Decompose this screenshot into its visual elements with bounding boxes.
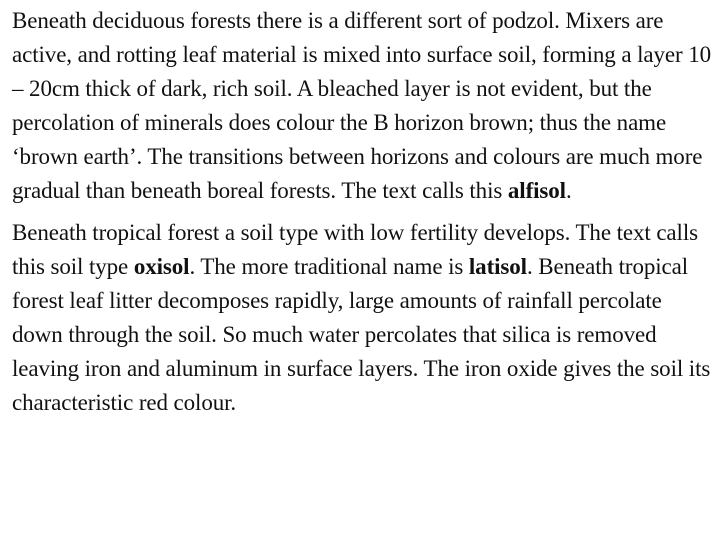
paragraph-brown-earth [12,4,714,208]
term-oxisol: oxisol [133,254,190,279]
slide-content [12,4,714,420]
paragraph-1-text: Beneath deciduous forests there is a different sort of podzol. Mixers are active, and rotting leaf material is mixed into surface soil, forming a layer 10 – 20cm thick of dark, rich soil. A bleached layer is not evident, but the percolation of minerals does colour the B horizon brown; thus the name ‘brown earth’. The transitions between horizons and colours are much more gradual than beneath boreal forests. The text calls this [12,8,712,203]
paragraph-2-text-2: . The more traditional name is [189,254,469,279]
paragraph-1-end: . [565,178,572,203]
paragraph-tropical-soil [12,216,714,420]
term-alfisol: alfisol [507,178,566,203]
term-latisol: latisol [468,254,527,279]
paragraph-2-text-1: Beneath tropical forest a soil type with low fertility develops. The text calls this soil type [12,220,698,279]
paragraph-2-text-3: . Beneath tropical forest leaf litter decomposes rapidly, large amounts of rainfall percolate down through the soil. So much water percolates that silica is removed leaving iron and aluminum in surface layers. The iron oxide gives the soil its characteristic red colour. [12,254,711,415]
